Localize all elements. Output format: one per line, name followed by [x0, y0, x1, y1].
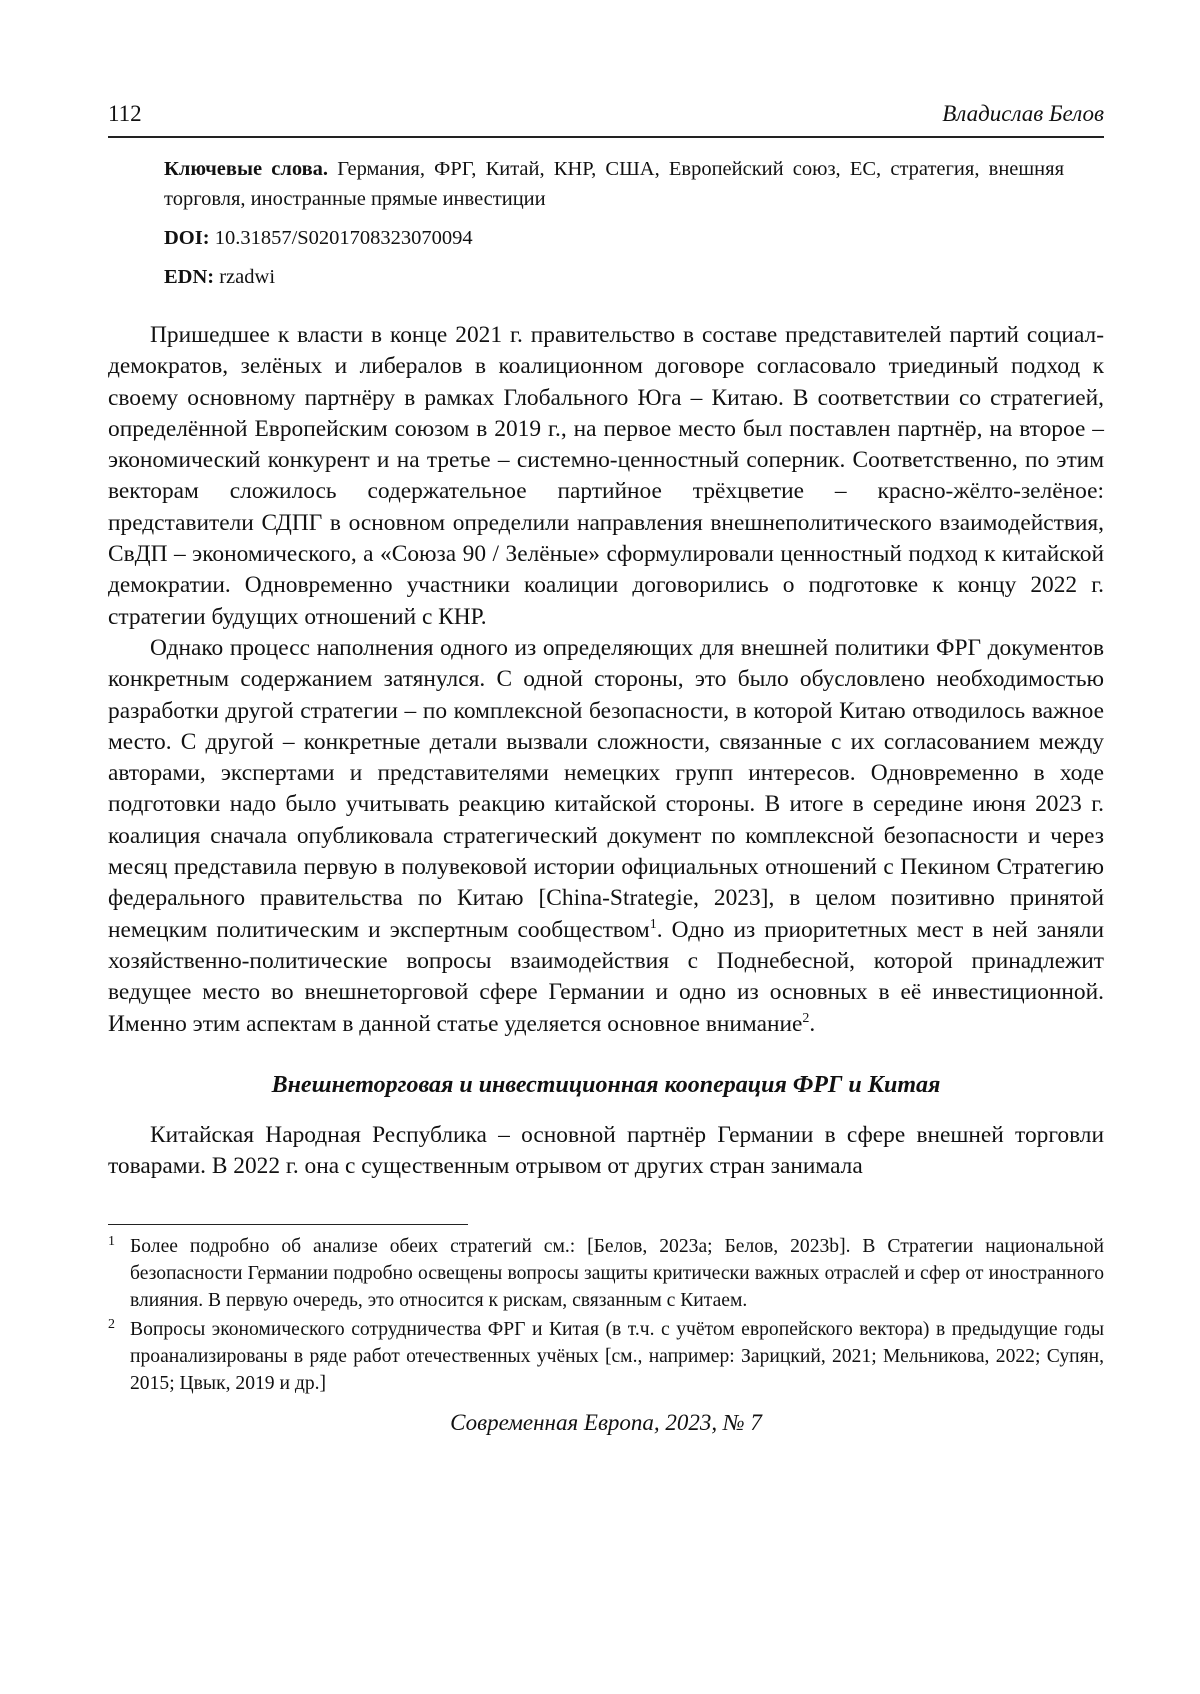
- article-meta: [164, 154, 1064, 292]
- edn-value: rzadwi: [214, 266, 276, 288]
- paragraph-2-text-c: .: [809, 1010, 816, 1037]
- keywords-text: Германия, ФРГ, Китай, КНР, США, Европейский союз, ЕС, стратегия, внешняя торговля, иностранные прямые инвестиции: [164, 158, 1064, 210]
- doi-value: 10.31857/S0201708323070094: [209, 227, 473, 249]
- running-header: [108, 100, 1104, 138]
- paragraph-3: Китайская Народная Республика – основной партнёр Германии в сфере внешней торговли товарами. В 2022 г. она с существенным отрывом от других стран занимала: [108, 1121, 1104, 1180]
- footnote-divider: [108, 1224, 468, 1225]
- footnote-2: 2 Вопросы экономического сотрудничества ФРГ и Китая (в т.ч. с учётом европейского вектора) в предыдущие годы проанализированы в ряде работ отечественных учёных [см., например: Зарицкий, 2021; Мельникова, 2022; Супян, 2015; Цвык, 2019 и др.]: [108, 1317, 1104, 1395]
- footnote-ref-2[interactable]: 2: [802, 1010, 810, 1026]
- paragraph-2-text-b: . Одно из приоритетных мест в ней заняли хозяйственно-политические вопросы взаимодействия с Поднебесной, которой принадлежит ведущее место во внешнеторговой сфере Германии и одно из основных в её инвестиционной. Именно этим аспектам в данной статье уделяется основное внимание: [108, 916, 1104, 1037]
- page: [108, 100, 1104, 1437]
- paragraph-1: Пришедшее к власти в конце 2021 г. правительство в составе представителей партий социал-демократов, зелёных и либералов в коалиционном договоре согласовало триединый подход к своему основному партнёру в рамках Глобального Юга – Китаю. В соответствии со стратегией, определённой Европейским союзом в 2019 г., на первое место был поставлен партнёр, на второе – экономический конкурент и на третье – системно-ценностный соперник. Соответственно, по этим векторам сложилось содержательное партийное трёхцветие – красно-жёлто-зелёное: представители СДПГ в основном определили направления внешнеполитического взаимодействия, СвДП – экономического, а «Союза 90 / Зелёные» сформулировали ценностный подход к китайской демократии. Одновременно участники коалиции договорились о подготовке к концу 2022 г. стратегии будущих отношений с КНР.: [108, 322, 1104, 630]
- paragraph-2-text-a: Однако процесс наполнения одного из определяющих для внешней политики ФРГ документов конкретным содержанием затянулся. С одной стороны, это было обусловлено необходимостью разработки другой стратегии – по комплексной безопасности, в которой Китаю отводилось важное место. С другой – конкретные детали вызвали сложности, связанные с их согласованием между авторами, экспертами и представителями немецких групп интересов. Одновременно в ходе подготовки надо было учитывать реакцию китайской стороны. В итоге в середине июня 2023 г. коалиция сначала опубликовала стратегический документ по комплексной безопасности и через месяц представила первую в полувековой истории официальных отношений с Пекином Стратегию федерального правительства по Китаю [China-Strategie, 2023], в целом позитивно принятой немецким политическим и экспертным сообществом: [108, 634, 1104, 943]
- footnote-1: 1 Более подробно об анализе обеих стратегий см.: [Белов, 2023a; Белов, 2023b]. В Стратегии национальной безопасности Германии подробно освещены вопросы защиты критически важных отраслей и сфер от иностранного влияния. В первую очередь, это относится к рискам, связанным с Китаем.: [108, 1234, 1104, 1312]
- journal-footer: Современная Европа, 2023, № 7: [450, 1410, 762, 1436]
- footnote-2-text: Вопросы экономического сотрудничества ФРГ и Китая (в т.ч. с учётом европейского вектора) в предыдущие годы проанализированы в ряде работ отечественных учёных [см., например: Зарицкий, 2021; Мельникова, 2022; Супян, 2015; Цвык, 2019 и др.]: [130, 1319, 1104, 1395]
- section-title: Внешнеторговая и инвестиционная кооперация ФРГ и Китая: [271, 1071, 941, 1098]
- doi: [164, 223, 1064, 253]
- footnote-ref-1[interactable]: 1: [649, 916, 657, 932]
- doi-label: DOI:: [164, 227, 210, 249]
- footnotes: [108, 1233, 1104, 1397]
- page-number: 112: [108, 101, 142, 126]
- footnote-1-text: Более подробно об анализе обеих стратегий см.: [Белов, 2023a; Белов, 2023b]. В Стратегии национальной безопасности Германии подробно освещены вопросы защиты критически важных отраслей и сфер от иностранного влияния. В первую очередь, это относится к рискам, связанным с Китаем.: [130, 1236, 1104, 1312]
- keywords: [164, 154, 1064, 214]
- edn: [164, 262, 1064, 292]
- edn-label: EDN:: [164, 266, 215, 288]
- keywords-label: Ключевые слова.: [164, 158, 329, 180]
- paragraph-2: [108, 633, 1104, 1040]
- running-author: Владислав Белов: [942, 101, 1104, 126]
- article-body: [108, 320, 1104, 1182]
